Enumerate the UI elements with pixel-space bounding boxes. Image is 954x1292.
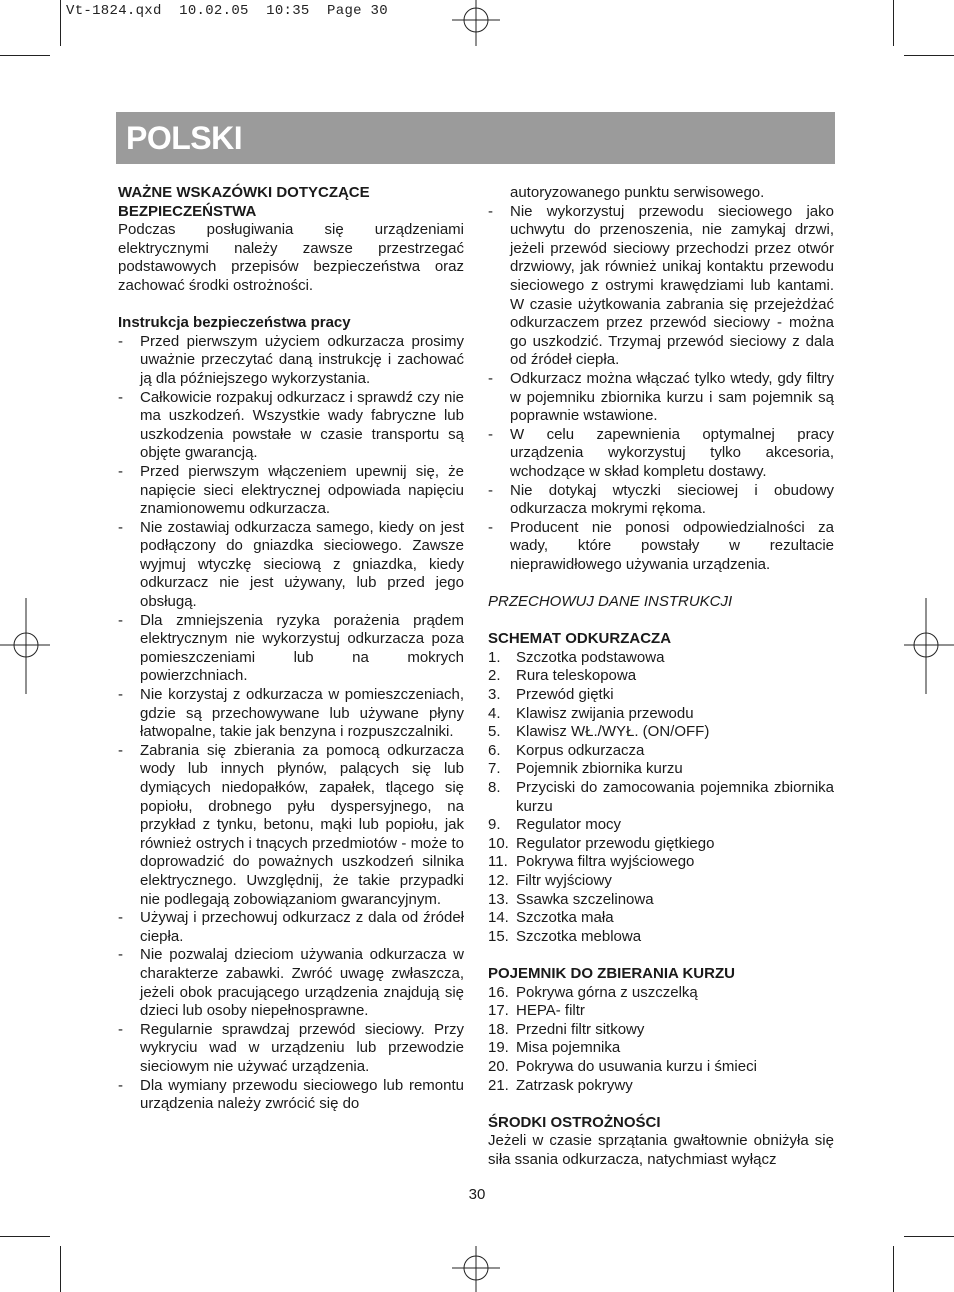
list-item: - Odkurzacz można włączać tylko wtedy, gdy filtry w pojemniku zbiornika kurzu i sam pojemnik są poprawnie wstawione. — [488, 370, 834, 426]
list-item: 16. Pokrywa górna z uszczelką — [488, 983, 698, 1001]
list-item: 5. Klawisz WŁ./WYŁ. (ON/OFF) — [488, 723, 710, 741]
list-item: - Nie zostawiaj odkurzacza samego, kiedy on jest podłączony do gniazdka sieciowego. Zawsze wyjmuj wtyczkę sieciową z gniazdka, kiedy odkurzacz nie jest używany, lub przed jego obsługą. — [118, 519, 464, 612]
page-number: 30 — [468, 1186, 486, 1203]
list-item: 9. Regulator mocy — [488, 816, 622, 834]
crop-mark — [60, 0, 61, 46]
safety-list — [118, 333, 464, 1114]
list-item: 3. Przewód giętki — [488, 686, 614, 704]
list-item: 12. Filtr wyjściowy — [488, 871, 612, 889]
crop-mark — [0, 1236, 50, 1237]
list-item: 7. Pojemnik zbiornika kurzu — [488, 760, 683, 778]
list-item: 14. Szczotka mała — [488, 909, 614, 927]
list-item: - Regularnie sprawdzaj przewód sieciowy. Przy wykryciu wad w urządzeniu lub przewodzie sieciowym nie używać urządzenia. — [118, 1021, 464, 1077]
list-item: 2. Rura teleskopowa — [488, 667, 637, 685]
print-header: Vt-1824.qxd 10.02.05 10:35 Page 30 — [66, 3, 388, 19]
parts-list — [488, 649, 834, 947]
list-item: - W celu zapewnienia optymalnej pracy urządzenia wykorzystuj tylko akcesoria, wchodzące w skład kompletu dostawy. — [488, 426, 834, 482]
list-item: - Dla zmniejszenia ryzyka porażenia prądem elektrycznym nie wykorzystuj odkurzacza poza pomieszczeniami lub na mokrych powierzchniach. — [118, 612, 464, 686]
list-item: - Nie pozwalaj dzieciom używania odkurzacza w charakterze zabawki. Zwróć uwagę zwłaszcza, jeżeli obok pracującego urządzenia znajdują się dzieci lub osoby niepełnosprawne. — [118, 946, 464, 1020]
list-item: 13. Ssawka szczelinowa — [488, 890, 654, 908]
precautions-paragraph: Jeżeli w czasie sprzątania gwałtownie obniżyła się siła ssania odkurzacza, natychmiast wyłącz — [488, 1132, 834, 1168]
list-item: 8. Przyciski do zamocowania pojemnika zbiornika kurzu — [488, 779, 834, 815]
keep-instructions-note: PRZECHOWUJ DANE INSTRUKCJI — [488, 593, 733, 611]
right-column — [488, 184, 834, 1169]
crop-mark — [60, 1246, 61, 1292]
list-item: 21. Zatrzask pokrywy — [488, 1076, 633, 1094]
container-parts-list — [488, 984, 834, 1096]
language-banner — [116, 112, 835, 164]
precautions-title: ŚRODKI OSTROŻNOŚCI — [488, 1113, 661, 1131]
list-item: - Zabrania się zbierania za pomocą odkurzacza wody lub innych płynów, palących się lub dymiących niedopałków, zapałek, tlącego się popiołu, drobnego pyłu dyspersyjnego, na przykład z tynku, betonu, mąki lub popiołu, jak również ostrych i tnących przedmiotów - może to doprowadzić do poważnych uszkodzeń silnika elektrycznego. Uwzględnij, że takie przypadki nie podlegają zobowiązaniom gwarancyjnym. — [118, 742, 464, 909]
list-item: - Przed pierwszym włączeniem upewnij się, że napięcie sieci elektrycznej odpowiada napięciu znamionowemu odkurzacza. — [118, 463, 464, 519]
list-item: - Nie wykorzystuj przewodu sieciowego jako uchwytu do przenoszenia, nie zamykaj drzwi, jeżeli przewód sieciowy przechodzi przez otwór drzwiowy, jak również unikaj kontaktu przewodu sieciowego z ostrymi krawędziami lub kantami. W czasie użytkowania zabrania się przejeżdżać odkurzaczem przez przewód sieciowy - można go uszkodzić. Trzymaj przewód sieciowy z dala od źródeł ciepła. — [488, 203, 834, 370]
list-item: 19. Misa pojemnika — [488, 1039, 621, 1057]
crop-mark — [904, 1236, 954, 1237]
list-item: - Nie korzystaj z odkurzacza w pomieszczeniach, gdzie są przechowywane lub używane płyny łatwopalne, takie jak benzyna i rozpuszczalniki. — [118, 686, 464, 742]
left-column — [118, 184, 464, 1114]
registration-mark-icon — [452, 1246, 500, 1292]
safety-list-continued — [488, 203, 834, 575]
crop-mark — [893, 0, 894, 46]
list-item: - Producent nie ponosi odpowiedzialności za wady, które powstały w rezultacie nieprawidłowego używania urządzenia. — [488, 519, 834, 575]
list-item: 18. Przedni filtr sitkowy — [488, 1020, 645, 1038]
list-item: 11. Pokrywa filtra wyjściowego — [488, 853, 695, 871]
continuation-text: autoryzowanego punktu serwisowego. — [510, 184, 765, 201]
registration-mark-icon — [0, 598, 50, 694]
list-item: - Całkowicie rozpakuj odkurzacz i sprawdź czy nie ma uszkodzeń. Wszystkie wady fabryczne lub uszkodzenia powstałe w czasie transportu są objęte gwarancją. — [118, 389, 464, 463]
diagram-title: SCHEMAT ODKURZACZA — [488, 630, 672, 648]
crop-mark — [893, 1246, 894, 1292]
list-item: 10. Regulator przewodu giętkiego — [488, 834, 715, 852]
crop-mark — [904, 55, 954, 56]
list-item: - Używaj i przechowuj odkurzacz z dala od źródeł ciepła. — [118, 909, 464, 946]
list-item: - Przed pierwszym użyciem odkurzacza prosimy uważnie przeczytać daną instrukcję i zachować ją dla późniejszego wykorzystania. — [118, 333, 464, 389]
subsection-title: Instrukcja bezpieczeństwa pracy — [118, 314, 351, 332]
list-item: 4. Klawisz zwijania przewodu — [488, 704, 694, 722]
page-title: POLSKI — [126, 120, 243, 156]
registration-mark-icon — [452, 0, 500, 46]
list-item: 6. Korpus odkurzacza — [488, 741, 645, 759]
intro-paragraph: Podczas posługiwania się urządzeniami elektrycznymi należy zawsze przestrzegać podstawowych przepisów bezpieczeństwa oraz zachować środki ostrożności. — [118, 221, 464, 294]
list-item: 15. Szczotka meblowa — [488, 927, 642, 945]
container-title: POJEMNIK DO ZBIERANIA KURZU — [488, 964, 735, 982]
list-item: 20. Pokrywa do usuwania kurzu i śmieci — [488, 1057, 757, 1075]
list-item: 17. HEPA- filtr — [488, 1002, 585, 1020]
list-item: 1. Szczotka podstawowa — [488, 648, 665, 666]
crop-mark — [0, 55, 50, 56]
list-item: - Nie dotykaj wtyczki sieciowej i obudowy odkurzacza mokrymi rękoma. — [488, 482, 834, 519]
registration-mark-icon — [904, 598, 954, 694]
section-title: WAŻNE WSKAZÓWKI DOTYCZĄCE BEZPIECZEŃSTWA — [118, 184, 370, 220]
list-item: - Dla wymiany przewodu sieciowego lub remontu urządzenia należy zwrócić się do — [118, 1077, 464, 1114]
